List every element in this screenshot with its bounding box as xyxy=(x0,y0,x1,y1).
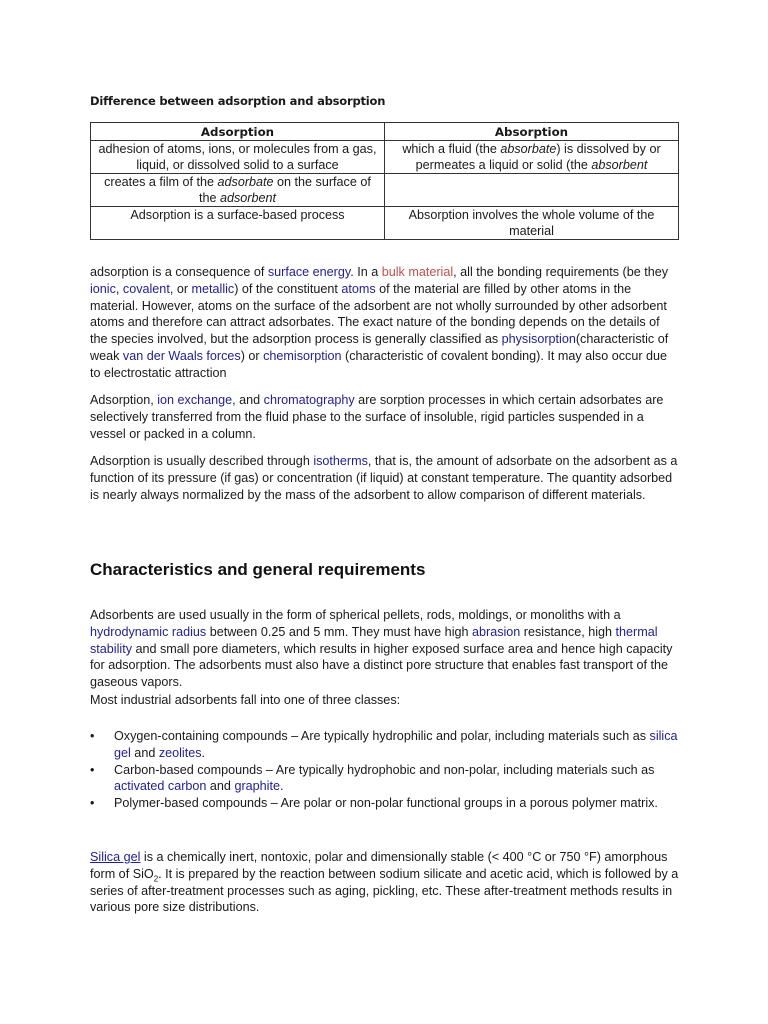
paragraph-sorption-processes: Adsorption, ion exchange, and chromatography are sorption processes in which certain adsorbates are selectively transferred from the fluid phase to the surface of insoluble, rigid particles suspended in a vessel or packed in a column. xyxy=(90,393,664,441)
link-atoms[interactable]: atoms xyxy=(341,281,376,296)
comparison-table xyxy=(90,122,679,240)
bullet-icon: • xyxy=(90,729,95,743)
link-zeolites[interactable]: zeolites xyxy=(158,745,202,760)
cell-italic-term: adsorbent xyxy=(220,191,277,205)
link-isotherms[interactable]: isotherms xyxy=(313,454,368,468)
table-header-absorption: Absorption xyxy=(385,123,679,141)
document-title: Difference between adsorption and absorption xyxy=(90,94,386,108)
paragraph-classes-intro: Most industrial adsorbents fall into one of three classes: xyxy=(90,693,401,707)
link-van-der-waals-forces[interactable]: van der Waals forces xyxy=(122,348,241,363)
link-chemisorption[interactable]: chemisorption xyxy=(263,348,342,363)
cell-text: which a fluid (the xyxy=(402,142,501,156)
list-item: • Oxygen-containing compounds – Are typically hydrophilic and polar, including materials such as silica gel and zeolites. xyxy=(90,729,678,760)
link-physisorption[interactable]: physisorption xyxy=(501,332,576,347)
link-hydrodynamic-radius[interactable]: hydrodynamic radius xyxy=(90,624,207,639)
link-ion-exchange[interactable]: ion exchange xyxy=(157,393,233,407)
section-heading: Characteristics and general requirements xyxy=(90,560,426,579)
table-cell-empty xyxy=(385,174,679,207)
link-surface-energy[interactable]: surface energy xyxy=(267,265,351,279)
paragraph-surface-energy: adsorption is a consequence of surface energy. In a bulk material, all the bonding requirements (be they ionic, covalent, or metallic) of the constituent atoms of the material are filled by other atoms in the material. However, atoms on the surface of the adsorbent are not wholly surrounded by other adsorbent atoms and therefore can attract adsorbates. The exact nature of the bonding depends on the details of the species involved, but the adsorption process is generally classified as physisorption(characteristic of weak van der Waals forces) or chemisorption (characteristic of covalent bonding). It may also occur due to electrostatic attraction xyxy=(90,265,669,380)
bullet-icon: • xyxy=(90,762,95,777)
link-silica-gel[interactable]: silica gel xyxy=(114,729,678,760)
link-graphite[interactable]: graphite xyxy=(234,779,280,794)
table-cell: adhesion of atoms, ions, or molecules from a gas, liquid, or dissolved solid to a surface xyxy=(91,141,385,174)
link-silica-gel-heading[interactable]: Silica gel xyxy=(90,850,141,864)
cell-italic-term: adsorbate xyxy=(217,175,274,189)
link-bulk-material[interactable]: bulk material xyxy=(381,265,454,279)
table-cell xyxy=(385,141,679,174)
table-row xyxy=(91,174,679,207)
cell-text: creates a film of the xyxy=(104,175,218,189)
list-item: • Carbon-based compounds – Are typically hydrophobic and non-polar, including materials such as activated carbon and graphite. xyxy=(90,762,655,794)
paragraph-isotherms: Adsorption is usually described through isotherms, that is, the amount of adsorbate on the adsorbent as a function of its pressure (if gas) or concentration (if liquid) at constant temperature. The quantity adsorbed is nearly always normalized by the mass of the adsorbent to allow comparison of different materials. xyxy=(90,454,678,502)
link-covalent[interactable]: covalent xyxy=(122,281,170,296)
cell-italic-term: absorbent xyxy=(591,158,648,172)
cell-text: ) is dissolved by or permeates a liquid or solid (the xyxy=(415,142,661,172)
paragraph-adsorbent-requirements: Adsorbents are used usually in the form of spherical pellets, rods, moldings, or monoliths with a hydrodynamic radius between 0.25 and 5 mm. They must have high abrasion resistance, high thermal stability and small pore diameters, which results in higher exposed surface area and hence high capacity for adsorption. The adsorbents must also have a distinct pore structure that enables fast transport of the gaseous vapors. xyxy=(90,608,673,690)
link-chromatography[interactable]: chromatography xyxy=(263,393,355,407)
paragraph-silica-gel: Silica gel is a chemically inert, nontoxic, polar and dimensionally stable (< 400 °C or 750 °F) amorphous form of SiO$_2$. It is prepared by the reaction between sodium silicate and acetic acid, which is followed by a series of after-treatment processes such as aging, pickling, etc. These after-treatment methods results in various pore size distributions. xyxy=(90,850,679,915)
table-row xyxy=(91,141,679,174)
table-header-row xyxy=(91,123,679,141)
link-thermal-stability[interactable]: thermal stability xyxy=(90,624,658,656)
list-item: • Polymer-based compounds – Are polar or non-polar functional groups in a porous polymer matrix. xyxy=(90,796,658,811)
link-activated-carbon[interactable]: activated carbon xyxy=(114,779,207,794)
table-cell xyxy=(91,174,385,207)
bullet-icon: • xyxy=(90,796,95,811)
cell-text: on the surface of the xyxy=(198,175,371,205)
table-row xyxy=(91,207,679,240)
table-cell: Adsorption is a surface-based process xyxy=(91,207,385,240)
link-abrasion[interactable]: abrasion xyxy=(472,624,521,639)
adsorbent-classes-list xyxy=(90,728,680,812)
link-ionic[interactable]: ionic xyxy=(90,281,116,296)
link-metallic[interactable]: metallic xyxy=(191,281,235,296)
table-header-adsorption: Adsorption xyxy=(91,123,385,141)
table-cell: Absorption involves the whole volume of the material xyxy=(385,207,679,240)
cell-italic-term: absorbate xyxy=(500,142,557,156)
subscript: 2 xyxy=(153,874,159,884)
